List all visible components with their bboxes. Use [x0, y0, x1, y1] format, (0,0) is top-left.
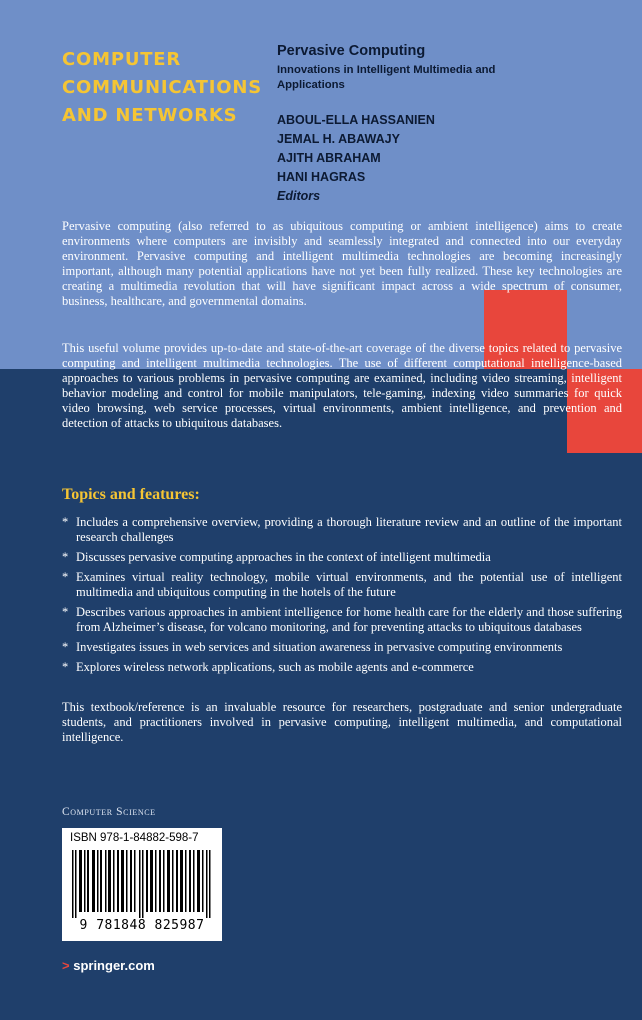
- topic-bullet: [62, 605, 622, 635]
- bullet-star: *: [62, 605, 69, 619]
- bullet-star: *: [62, 550, 69, 564]
- series-line: COMPUTER: [62, 49, 182, 70]
- topic-text: Investigates issues in web services and situation awareness in pervasive computing environments: [76, 640, 563, 654]
- topic-bullet: [62, 640, 622, 655]
- description-paragraph-3: This textbook/reference is an invaluable resource for researchers, postgraduate and senior undergraduate students, and practitioners involved in pervasive computing, intelligent multimedia, and computational intelligence.: [62, 700, 622, 744]
- topic-text: Includes a comprehensive overview, providing a thorough literature review and an outline of the important research challenges: [76, 515, 622, 544]
- publisher-url: springer.com: [73, 958, 155, 973]
- chevron-right-icon: >: [62, 958, 70, 973]
- editor-name: ABOUL-ELLA HASSANIEN: [277, 113, 435, 127]
- description-paragraph-1: Pervasive computing (also referred to as ubiquitous computing or ambient intelligence) aims to create environments where computers are invisibly and seamlessly integrated and connected into our everyday environment. Pervasive computing and intelligent multimedia technologies are becoming increasingly important, although many potential applications have not yet been fully realized. These key technologies are creating a multimedia revolution that will have significant impact across a wide spectrum of consumer, business, healthcare, and governmental domains.: [62, 219, 622, 308]
- description-paragraph-2: This useful volume provides up-to-date and state-of-the-art coverage of the diverse topics related to pervasive computing and intelligent multimedia technologies. The use of different computational intelligence-based approaches to various problems in pervasive computing are examined, including video streaming, intelligent behavior modeling and control for mobile manipulators, tele-gaming, indexing video summaries for quick video browsing, web service processes, virtual environments, ambient intelligence, and prevention and detection of attacks to ubiquitous databases.: [62, 341, 622, 430]
- isbn-text: ISBN 978-1-84882-598-7: [70, 832, 199, 844]
- topics-list: [62, 515, 622, 680]
- book-subtitle: Innovations in Intelligent Multimedia and Applications: [277, 64, 496, 91]
- editor-name: HANI HAGRAS: [277, 170, 366, 184]
- bullet-star: *: [62, 515, 69, 529]
- barcode-panel: [62, 828, 222, 941]
- category-label: Computer Science: [62, 806, 156, 818]
- topic-bullet: [62, 570, 622, 600]
- topic-bullet: [62, 550, 622, 565]
- barcode-icon: [70, 850, 214, 918]
- publisher-link[interactable]: [62, 958, 155, 973]
- bullet-star: *: [62, 660, 69, 674]
- topic-text: Explores wireless network applications, such as mobile agents and e-commerce: [76, 660, 474, 674]
- editors-block: [277, 111, 435, 206]
- topic-bullet: [62, 515, 622, 545]
- topics-heading: Topics and features:: [62, 486, 200, 503]
- editors-label: Editors: [277, 189, 321, 203]
- topic-text: Describes various approaches in ambient intelligence for home health care for the elderly and those suffering from Alzheimer’s disease, for volcano monitoring, and for preventing attacks to ubiquitous databases: [76, 605, 622, 634]
- topic-bullet: [62, 660, 622, 675]
- topic-text: Discusses pervasive computing approaches in the context of intelligent multimedia: [76, 550, 491, 564]
- bullet-star: *: [62, 640, 69, 654]
- editor-name: AJITH ABRAHAM: [277, 151, 381, 165]
- series-line: COMMUNICATIONS: [62, 77, 262, 98]
- book-title: Pervasive Computing: [277, 43, 426, 59]
- series-line: AND NETWORKS: [62, 105, 238, 126]
- editor-name: JEMAL H. ABAWAJY: [277, 132, 400, 146]
- barcode-number: 9 781848 825987: [79, 918, 205, 933]
- topic-text: Examines virtual reality technology, mobile virtual environments, and the potential use of intelligent multimedia and ubiquitous computing in the hotels of the future: [76, 570, 622, 599]
- series-title: [62, 46, 262, 130]
- bullet-star: *: [62, 570, 69, 584]
